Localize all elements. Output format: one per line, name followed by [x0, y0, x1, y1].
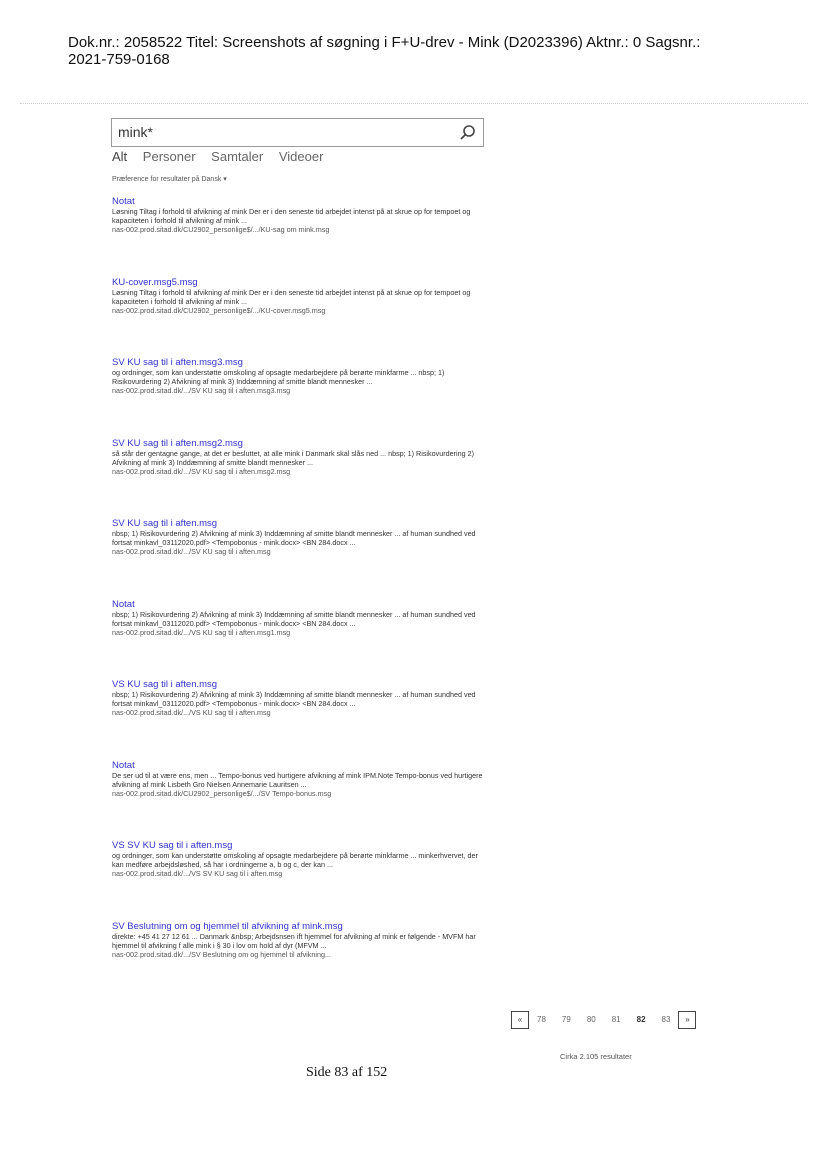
result-url: nas-002.prod.sitad.dk/.../SV KU sag til i aften.msg: [112, 547, 271, 556]
search-input[interactable]: [118, 124, 448, 140]
result-title[interactable]: SV KU sag til i aften.msg3.msg: [112, 357, 243, 368]
result-title[interactable]: Notat: [112, 196, 135, 207]
pagination: [511, 1010, 696, 1029]
page-link[interactable]: 78: [537, 1015, 546, 1024]
result-snippet: og ordninger, som kan understøtte omskoling af opsagte medarbejdere på berørte minkfarme ... minkerhvervet, der kan medføre arbejdsløshed, så har i ordningerne a, b og c, der kan ...: [112, 851, 478, 869]
result-title[interactable]: KU-cover.msg5.msg: [112, 276, 198, 288]
result-title[interactable]: SV Beslutning om og hjemmel til afvikning af mink.msg: [112, 920, 343, 932]
page-link[interactable]: 81: [611, 1015, 621, 1024]
result-title[interactable]: VS KU sag til i aften.msg: [112, 679, 218, 690]
result-url: nas-002.prod.sitad.dk/.../SV KU sag til i aften.msg2.msg: [112, 466, 291, 476]
result-item: [112, 518, 487, 599]
result-url: nas-002.prod.sitad.dk/.../VS SV KU sag til i aften.msg: [112, 869, 283, 878]
document-header-line1: Dok.nr.: 2058522 Titel: Screenshots af søgning i F+U-drev - Mink (D2023396) Aktnr.: 0 Sagsnr.:: [68, 34, 701, 51]
divider: [20, 103, 808, 104]
tab-videos[interactable]: Videoer: [278, 149, 324, 164]
page-link[interactable]: 80: [586, 1015, 596, 1024]
result-item: [112, 277, 487, 358]
result-title[interactable]: Notat: [112, 598, 135, 610]
result-item: [112, 196, 487, 277]
result-snippet: Løsning Tiltag i forhold til afvikning af mink Der er i den seneste tid arbejdet intenst på at skrue op for tempoet og kapaciteten i forhold til afvikning af mink ...: [112, 287, 471, 306]
result-url: nas-002.prod.sitad.dk/CU2902_personlige$/.../KU-sag om mink.msg: [112, 225, 330, 234]
result-url: nas-002.prod.sitad.dk/CU2902_personlige$/.../SV Tempo-bonus.msg: [112, 788, 332, 798]
page-number-footer: Side 83 af 152: [306, 1065, 388, 1080]
next-page-button[interactable]: »: [678, 1011, 696, 1029]
result-count: Cirka 2.105 resultater: [560, 1052, 632, 1061]
document-header: [68, 34, 788, 68]
result-url: nas-002.prod.sitad.dk/.../VS KU sag til i aften.msg1.msg: [112, 627, 291, 637]
page-link[interactable]: 79: [561, 1015, 571, 1024]
result-item: [112, 357, 487, 438]
result-item: [112, 760, 487, 841]
tab-conversations[interactable]: Samtaler: [211, 149, 264, 164]
result-item: [112, 921, 487, 1002]
result-title[interactable]: SV KU sag til i aften.msg: [112, 518, 218, 529]
result-snippet: nbsp; 1) Risikovurdering 2) Afvikning af mink 3) Inddæmning af smitte blandt mennesker ... af human sundhed ved fortsat minkavl_03112020.pdf> <Tempobonus - mink.docx> <BN 284.docx ...: [112, 690, 476, 708]
result-item: [112, 679, 487, 760]
result-snippet: direkte: +45 41 27 12 61 ... Danmark &nbsp; Arbejdsnsen ift hjemmel for afvikning af mink er følgende - MVFM har hjemmel til afvikning f alle mink i § 30 i lov om hold af dyr (MFVM ...: [112, 931, 476, 950]
result-snippet: og ordninger, som kan understøtte omskoling af opsagte medarbejdere på berørte minkfarme ... nbsp; 1) Risikovurdering 2) Afvikning af mink 3) Inddæmning af smitte blandt mennesker ...: [112, 368, 445, 386]
results-list: [112, 196, 487, 1001]
result-title[interactable]: VS SV KU sag til i aften.msg: [112, 840, 233, 851]
tab-people[interactable]: Personer: [142, 149, 196, 164]
prev-page-button[interactable]: «: [511, 1011, 529, 1029]
result-title[interactable]: Notat: [112, 759, 135, 771]
result-snippet: Løsning Tiltag i forhold til afvikning af mink Der er i den seneste tid arbejdet intenst på at skrue op for tempoet og kapaciteten i forhold til afvikning af mink ...: [112, 207, 471, 225]
result-snippet: nbsp; 1) Risikovurdering 2) Afvikning af mink 3) Inddæmning af smitte blandt mennesker ... af human sundhed ved fortsat minkavl_03112020.pdf> <Tempobonus - mink.docx> <BN 284.docx ...: [112, 529, 476, 547]
document-header-line2: 2021-759-0168: [68, 51, 170, 68]
result-snippet: De ser ud til at være ens, men ... Tempo-bonus ved hurtigere afvikning af mink IPM.Note Tempo-bonus ved hurtigere afvikning af mink Lisbeth Gro Nielsen Annemarie Lauritsen ...: [112, 770, 483, 789]
result-item: [112, 599, 487, 680]
result-url: nas-002.prod.sitad.dk/CU2902_personlige$/.../KU-cover.msg5.msg: [112, 305, 326, 315]
result-url: nas-002.prod.sitad.dk/.../SV KU sag til i aften.msg3.msg: [112, 386, 291, 395]
result-item: [112, 840, 487, 921]
result-item: [112, 438, 487, 519]
result-url: nas-002.prod.sitad.dk/.../SV Beslutning om og hjemmel til afvikning...: [112, 949, 331, 959]
filter-tabs: [112, 149, 335, 164]
search-icon[interactable]: [459, 124, 477, 142]
language-preference[interactable]: Præference for resultater på Dansk ▾: [112, 176, 227, 183]
result-url: nas-002.prod.sitad.dk/.../VS KU sag til i aften.msg: [112, 708, 271, 717]
page-link-current[interactable]: 82: [636, 1015, 646, 1024]
result-snippet: så står der gentagne gange, at det er besluttet, at alle mink i Danmark skal slås ned ... nbsp; 1) Risikovurdering 2) Afvikning af mink 3) Inddæmning af smitte blandt mennesker ...: [112, 448, 474, 467]
tab-all[interactable]: Alt: [112, 149, 128, 164]
result-title[interactable]: SV KU sag til i aften.msg2.msg: [112, 437, 243, 449]
search-box[interactable]: [111, 118, 484, 147]
page-link[interactable]: 83: [661, 1015, 671, 1024]
result-snippet: nbsp; 1) Risikovurdering 2) Afvikning af mink 3) Inddæmning af smitte blandt mennesker ... af human sundhed ved fortsat minkavl_03112020.pdf> <Tempobonus - mink.docx> <BN 284.docx ...: [112, 609, 476, 628]
